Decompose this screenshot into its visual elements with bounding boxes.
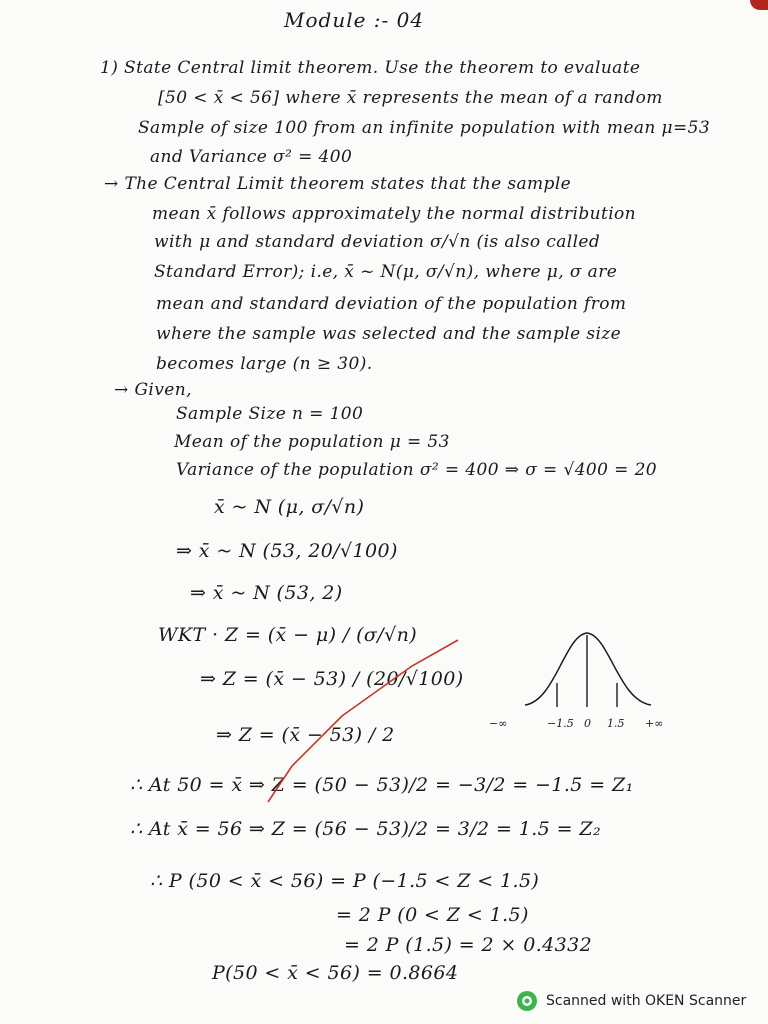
at-step-line: ∴ At 50 = x̄ ⇒ Z = (50 − 53)/2 = −3/2 = −1.5 = Z₁ (130, 774, 634, 796)
graph-label-neg-inf: −∞ (489, 717, 508, 730)
graph-label-pos-inf: +∞ (645, 717, 664, 730)
graph-label-pos: 1.5 (607, 717, 625, 730)
theorem-line: mean and standard deviation of the population from (156, 294, 627, 314)
question-line: [50 < x̄ < 56] where x̄ represents the mean of a random (158, 88, 663, 108)
question-line: and Variance σ² = 400 (150, 147, 353, 167)
question-line: Sample of size 100 from an infinite population with mean μ=53 (138, 118, 711, 138)
given-line: Sample Size n = 100 (176, 404, 364, 424)
normal-curve-sketch (485, 625, 695, 740)
oken-logo-icon (516, 990, 538, 1012)
question-line: 1) State Central limit theorem. Use the theorem to evaluate (100, 58, 641, 78)
z-step-line: ⇒ Z = (x̄ − 53) / (20/√100) (200, 668, 464, 690)
theorem-line: becomes large (n ≥ 30). (156, 354, 373, 374)
probability-line: = 2 P (0 < Z < 1.5) (336, 904, 529, 926)
at-step-line: ∴ At x̄ = 56 ⇒ Z = (56 − 53)/2 = 3/2 = 1.5 = Z₂ (130, 818, 601, 840)
given-line: → Given, (114, 380, 192, 400)
given-line: ⇒ x̄ ~ N (53, 2) (190, 582, 343, 604)
graph-label-neg: −1.5 (547, 717, 574, 730)
theorem-line: Standard Error); i.e, x̄ ~ N(μ, σ/√n), where μ, σ are (154, 262, 618, 282)
probability-line: = 2 P (1.5) = 2 × 0.4332 (344, 934, 593, 956)
theorem-line: mean x̄ follows approximately the normal distribution (152, 204, 637, 224)
given-line: ⇒ x̄ ~ N (53, 20/√100) (176, 540, 398, 562)
graph-label-zero: 0 (584, 717, 591, 730)
scanner-watermark (516, 990, 746, 1012)
probability-line: ∴ P (50 < x̄ < 56) = P (−1.5 < Z < 1.5) (150, 870, 540, 892)
page-title: Module :- 04 (284, 8, 425, 32)
red-stroke (262, 636, 462, 806)
z-step-line: WKT · Z = (x̄ − μ) / (σ/√n) (158, 624, 418, 646)
given-line: x̄ ~ N (μ, σ/√n) (214, 496, 365, 518)
theorem-line: where the sample was selected and the sample size (156, 324, 622, 344)
scanner-label: Scanned with OKEN Scanner (546, 993, 747, 1009)
given-line: Variance of the population σ² = 400 ⇒ σ = √400 = 20 (176, 460, 658, 480)
probability-result-line: P(50 < x̄ < 56) = 0.8664 (212, 962, 459, 984)
given-line: Mean of the population μ = 53 (174, 432, 450, 452)
theorem-line: → The Central Limit theorem states that the sample (104, 174, 572, 194)
theorem-line: with μ and standard deviation σ/√n (is also called (154, 232, 601, 252)
page-edge-mark (750, 0, 768, 10)
z-step-line: ⇒ Z = (x̄ − 53) / 2 (216, 724, 395, 746)
